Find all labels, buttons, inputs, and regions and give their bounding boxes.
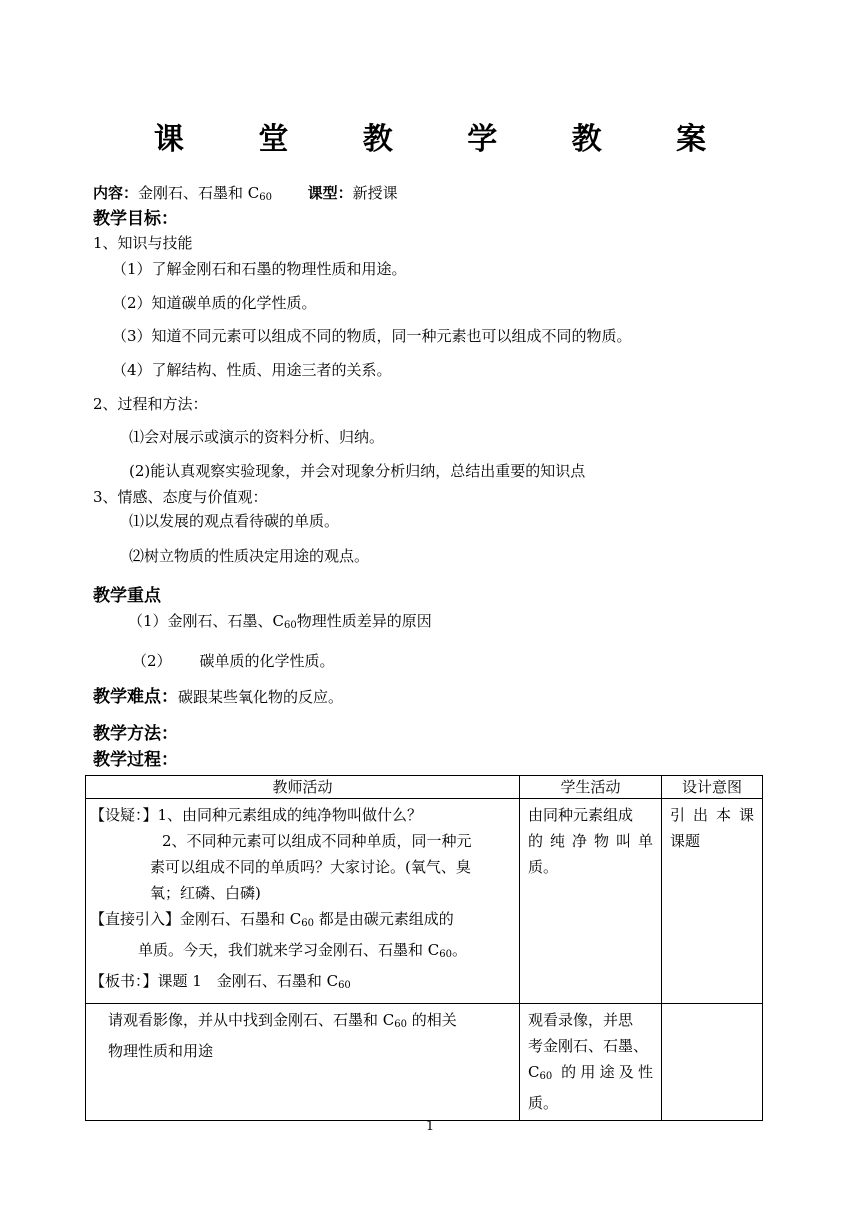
content-value: 金刚石、石墨和 C: [138, 184, 260, 202]
teacher-text: 单质。今天，我们就来学习金刚石、石墨和 C: [138, 941, 440, 959]
teacher-line: 素可以组成不同的单质吗？大家讨论。(氧气、臭: [150, 858, 471, 876]
teacher-text: 【直接引入】金刚石、石墨和 C: [90, 910, 302, 928]
keypoint-1-pre: （1）金刚石、石墨、C: [128, 612, 285, 630]
teacher-text: 【板书：】课题 1 金刚石、石墨和 C: [90, 972, 339, 990]
student-line: 考金刚石、石墨、: [528, 1037, 649, 1055]
header-teacher: 教师活动: [86, 776, 520, 799]
goal-section-2: 2、过程和方法：: [93, 395, 208, 413]
goal-item: （3）知道不同元素可以组成不同的物质，同一种元素也可以组成不同的物质。: [112, 327, 632, 345]
teacher-line: [90, 937, 511, 968]
teacher-text: 都是由碳元素组成的: [313, 910, 454, 928]
goal-section-3: 3、情感、态度与价值观：: [93, 488, 268, 506]
goal-item: （1）了解金刚石和石墨的物理性质和用途。: [112, 260, 407, 278]
intent-cell: [662, 799, 763, 1004]
student-cell: [520, 1004, 662, 1121]
student-line: 质。: [528, 858, 559, 876]
type-label: 课型：: [307, 184, 353, 202]
student-cell: [520, 799, 662, 1004]
goal-item: （4）了解结构、性质、用途三者的关系。: [112, 361, 392, 379]
teacher-line: [90, 968, 511, 999]
table-row: [86, 1004, 763, 1121]
keypoint-2-text: 碳单质的化学性质。: [199, 652, 335, 670]
subscript: 60: [394, 1019, 407, 1030]
goal-item: ⑴会对展示或演示的资料分析、归纳。: [129, 428, 385, 446]
goal-item: (2)能认真观察实验现象，并会对现象分析归纳，总结出重要的知识点: [129, 462, 586, 480]
student-line: 的纯净物叫单: [528, 832, 653, 850]
content-subscript: 60: [259, 192, 272, 203]
process-table: [85, 775, 763, 1121]
method-heading: 教学方法：: [93, 724, 178, 744]
subscript: 60: [439, 949, 452, 960]
goal-item: ⑴以发展的观点看待碳的单质。: [129, 512, 340, 530]
keypoint-item: [132, 654, 335, 669]
process-heading: 教学过程：: [93, 750, 178, 770]
subscript: 60: [338, 980, 351, 991]
page-number: 1: [425, 1119, 435, 1134]
keypoint-1-post: 物理性质差异的原因: [296, 612, 432, 630]
student-line: 观看录像，并思: [528, 1011, 634, 1029]
difficulty-text: 碳跟某些氧化物的反应。: [178, 688, 344, 706]
student-line: 由同种元素组成: [528, 806, 634, 824]
header-intent: 设计意图: [662, 776, 763, 799]
type-value: 新授课: [352, 184, 398, 202]
keypoint-2-number: （2）: [132, 652, 172, 670]
teacher-text: 的相关: [406, 1011, 457, 1029]
teacher-cell: [86, 1004, 520, 1121]
intent-line: 课题: [670, 832, 701, 850]
teacher-line: 物理性质和用途: [108, 1042, 214, 1060]
keypoints-heading: 教学重点: [93, 586, 161, 606]
content-line: [93, 186, 398, 203]
student-text: C: [528, 1063, 540, 1081]
keypoint-1-subscript: 60: [284, 620, 297, 631]
intent-line: 引出本课: [670, 806, 754, 824]
goal-item: （2）知道碳单质的化学性质。: [112, 294, 317, 312]
teacher-line: 【设疑：】1、由同种元素组成的纯净物叫做什么？: [90, 806, 423, 824]
teacher-line: 2、不同种元素可以组成不同种单质，同一种元: [162, 832, 472, 850]
keypoint-item: [128, 614, 432, 631]
teacher-text: 请观看影像，并从中找到金刚石、石墨和 C: [108, 1011, 395, 1029]
teacher-line: [90, 906, 511, 937]
difficulty-line: [93, 689, 343, 706]
subscript: 60: [539, 1071, 553, 1082]
goal-item: ⑵树立物质的性质决定用途的观点。: [129, 547, 370, 565]
teacher-cell: [86, 799, 520, 1004]
student-line: [528, 1059, 653, 1090]
header-student: 学生活动: [520, 776, 662, 799]
intent-cell: [662, 1004, 763, 1121]
difficulty-label: 教学难点：: [93, 687, 178, 707]
student-line: 质。: [528, 1094, 559, 1112]
teacher-text: 。: [451, 941, 467, 959]
teacher-line: 氧；红磷、白磷): [150, 884, 261, 902]
goal-section-1: 1、知识与技能: [93, 234, 193, 252]
content-label: 内容：: [93, 184, 139, 202]
goals-heading: 教学目标：: [93, 209, 178, 229]
subscript: 60: [301, 918, 314, 929]
table-row: [86, 799, 763, 1004]
table-header-row: [86, 776, 763, 799]
student-text: 的用途及性: [552, 1063, 653, 1081]
page-title: 课 堂 教 学 教 案: [153, 122, 739, 157]
teacher-line: [108, 1007, 511, 1038]
